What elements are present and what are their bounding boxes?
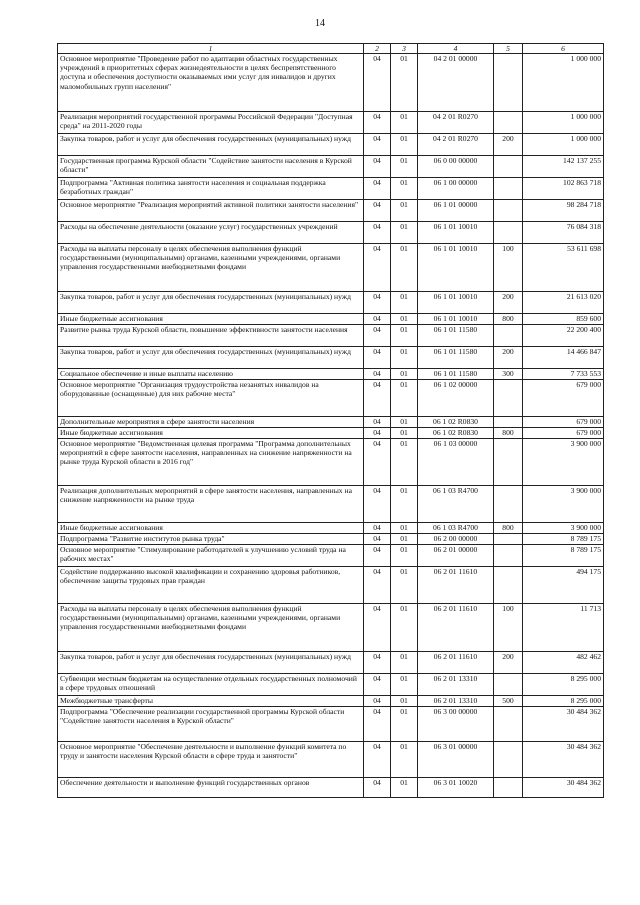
row-section-cell: 04 (364, 178, 391, 200)
table-row (58, 54, 604, 112)
table-row (58, 156, 604, 178)
table-row (58, 545, 604, 567)
table-row (58, 178, 604, 200)
row-subsection-cell: 01 (391, 439, 418, 486)
row-name-cell: Иные бюджетные ассигнования (58, 523, 364, 534)
column-header-2: 2 (364, 44, 391, 54)
row-subsection-cell: 01 (391, 567, 418, 604)
row-subsection-cell: 01 (391, 674, 418, 696)
table-row (58, 222, 604, 244)
row-target-article-cell: 06 1 00 00000 (418, 178, 494, 200)
row-expense-type-cell: 800 (494, 523, 523, 534)
row-target-article-cell: 04 2 01 R0270 (418, 112, 494, 134)
row-expense-type-cell (494, 567, 523, 604)
row-expense-type-cell (494, 178, 523, 200)
row-name-cell: Основное мероприятие "Организация трудоустройства незанятых инвалидов на оборудованные (оснащенные) для них рабочие места" (58, 380, 364, 417)
row-target-article-cell: 06 1 03 R4700 (418, 486, 494, 523)
table-row (58, 567, 604, 604)
table-row (58, 778, 604, 798)
row-amount-cell: 7 733 553 (523, 369, 604, 380)
row-expense-type-cell (494, 156, 523, 178)
row-amount-cell: 102 863 718 (523, 178, 604, 200)
row-section-cell: 04 (364, 347, 391, 369)
row-subsection-cell: 01 (391, 604, 418, 652)
table-row (58, 325, 604, 347)
row-name-cell: Закупка товаров, работ и услуг для обеспечения государственных (муниципальных) нужд (58, 292, 364, 314)
row-subsection-cell: 01 (391, 778, 418, 798)
row-name-cell: Основное мероприятие "Проведение работ по адаптации областных государственных учреждений в приоритетных сферах жизнедеятельности в целях беспрепятственного доступа и обеспечения доступности оказываемых ими услуг для инвалидов и других маломобильных групп населения" (58, 54, 364, 112)
row-section-cell: 04 (364, 696, 391, 707)
row-target-article-cell: 06 3 00 00000 (418, 707, 494, 742)
row-section-cell: 04 (364, 417, 391, 428)
row-section-cell: 04 (364, 652, 391, 674)
row-amount-cell: 679 000 (523, 380, 604, 417)
budget-table (57, 43, 604, 798)
row-subsection-cell: 01 (391, 534, 418, 545)
table-row (58, 112, 604, 134)
row-expense-type-cell: 500 (494, 696, 523, 707)
table-row (58, 244, 604, 292)
row-target-article-cell: 06 2 01 11610 (418, 567, 494, 604)
row-name-cell: Социальное обеспечение и иные выплаты населению (58, 369, 364, 380)
row-target-article-cell: 06 2 01 11610 (418, 652, 494, 674)
row-expense-type-cell (494, 778, 523, 798)
table-row (58, 674, 604, 696)
row-subsection-cell: 01 (391, 523, 418, 534)
row-section-cell: 04 (364, 545, 391, 567)
column-header-4: 4 (418, 44, 494, 54)
row-subsection-cell: 01 (391, 696, 418, 707)
table-row (58, 314, 604, 325)
row-section-cell: 04 (364, 523, 391, 534)
row-target-article-cell: 06 1 01 00000 (418, 200, 494, 222)
row-subsection-cell: 01 (391, 156, 418, 178)
row-section-cell: 04 (364, 112, 391, 134)
row-expense-type-cell (494, 707, 523, 742)
page-number: 14 (315, 18, 325, 29)
row-section-cell: 04 (364, 778, 391, 798)
row-amount-cell: 76 084 318 (523, 222, 604, 244)
row-target-article-cell: 06 3 01 10020 (418, 778, 494, 798)
row-target-article-cell: 06 2 01 00000 (418, 545, 494, 567)
row-subsection-cell: 01 (391, 314, 418, 325)
row-target-article-cell: 06 3 01 00000 (418, 742, 494, 778)
row-expense-type-cell (494, 417, 523, 428)
table-row (58, 134, 604, 156)
row-target-article-cell: 06 1 03 00000 (418, 439, 494, 486)
table-row (58, 439, 604, 486)
row-name-cell: Иные бюджетные ассигнования (58, 314, 364, 325)
row-section-cell: 04 (364, 314, 391, 325)
table-row (58, 707, 604, 742)
row-target-article-cell: 04 2 01 00000 (418, 54, 494, 112)
row-expense-type-cell (494, 439, 523, 486)
row-target-article-cell: 06 2 01 13310 (418, 674, 494, 696)
table-row (58, 742, 604, 778)
table-row (58, 347, 604, 369)
table-row (58, 652, 604, 674)
row-expense-type-cell (494, 534, 523, 545)
row-expense-type-cell (494, 486, 523, 523)
row-section-cell: 04 (364, 222, 391, 244)
row-section-cell: 04 (364, 707, 391, 742)
table-row (58, 428, 604, 439)
row-name-cell: Закупка товаров, работ и услуг для обеспечения государственных (муниципальных) нужд (58, 134, 364, 156)
row-amount-cell: 8 295 000 (523, 696, 604, 707)
row-target-article-cell: 06 2 00 00000 (418, 534, 494, 545)
table-row (58, 369, 604, 380)
row-target-article-cell: 06 1 01 10010 (418, 222, 494, 244)
row-target-article-cell: 06 0 00 00000 (418, 156, 494, 178)
table-row (58, 696, 604, 707)
row-section-cell: 04 (364, 439, 391, 486)
row-amount-cell: 8 295 000 (523, 674, 604, 696)
row-expense-type-cell (494, 674, 523, 696)
row-amount-cell: 3 900 000 (523, 523, 604, 534)
row-target-article-cell: 06 1 01 11580 (418, 325, 494, 347)
row-name-cell: Иные бюджетные ассигнования (58, 428, 364, 439)
row-amount-cell: 3 900 000 (523, 439, 604, 486)
row-amount-cell: 30 484 362 (523, 778, 604, 798)
row-amount-cell: 494 175 (523, 567, 604, 604)
row-name-cell: Дополнительные мероприятия в сфере занятости населения (58, 417, 364, 428)
row-name-cell: Подпрограмма "Активная политика занятости населения и социальная поддержка безработных граждан" (58, 178, 364, 200)
row-amount-cell: 53 611 698 (523, 244, 604, 292)
row-amount-cell: 22 200 400 (523, 325, 604, 347)
row-expense-type-cell: 200 (494, 292, 523, 314)
row-amount-cell: 1 000 000 (523, 54, 604, 112)
row-amount-cell: 8 789 175 (523, 545, 604, 567)
row-name-cell: Подпрограмма "Развитие институтов рынка труда" (58, 534, 364, 545)
row-section-cell: 04 (364, 380, 391, 417)
row-expense-type-cell (494, 742, 523, 778)
row-section-cell: 04 (364, 200, 391, 222)
row-expense-type-cell: 200 (494, 652, 523, 674)
row-amount-cell: 30 484 362 (523, 742, 604, 778)
row-expense-type-cell (494, 222, 523, 244)
column-header-1: 1 (58, 44, 364, 54)
row-name-cell: Расходы на обеспечение деятельности (оказание услуг) государственных учреждений (58, 222, 364, 244)
row-target-article-cell: 06 1 01 11580 (418, 347, 494, 369)
row-expense-type-cell: 200 (494, 134, 523, 156)
row-subsection-cell: 01 (391, 347, 418, 369)
row-target-article-cell: 06 1 02 R0830 (418, 428, 494, 439)
table-row (58, 534, 604, 545)
row-amount-cell: 21 613 020 (523, 292, 604, 314)
row-name-cell: Подпрограмма "Обеспечение реализации государственной программы Курской области "Содействие занятости населения в Курской области" (58, 707, 364, 742)
row-target-article-cell: 04 2 01 R0270 (418, 134, 494, 156)
row-subsection-cell: 01 (391, 707, 418, 742)
column-header-5: 5 (494, 44, 523, 54)
row-expense-type-cell: 800 (494, 314, 523, 325)
row-subsection-cell: 01 (391, 200, 418, 222)
table-row (58, 486, 604, 523)
row-subsection-cell: 01 (391, 652, 418, 674)
row-target-article-cell: 06 1 02 00000 (418, 380, 494, 417)
table-row (58, 417, 604, 428)
row-section-cell: 04 (364, 54, 391, 112)
row-section-cell: 04 (364, 486, 391, 523)
row-section-cell: 04 (364, 428, 391, 439)
row-expense-type-cell: 300 (494, 369, 523, 380)
row-amount-cell: 679 000 (523, 428, 604, 439)
row-amount-cell: 98 284 718 (523, 200, 604, 222)
row-name-cell: Субвенции местным бюджетам на осуществление отдельных государственных полномочий в сфере трудовых отношений (58, 674, 364, 696)
row-expense-type-cell: 100 (494, 604, 523, 652)
row-section-cell: 04 (364, 534, 391, 545)
row-subsection-cell: 01 (391, 428, 418, 439)
row-amount-cell: 8 789 175 (523, 534, 604, 545)
row-amount-cell: 142 137 255 (523, 156, 604, 178)
row-subsection-cell: 01 (391, 325, 418, 347)
row-expense-type-cell: 800 (494, 428, 523, 439)
row-section-cell: 04 (364, 604, 391, 652)
row-name-cell: Основное мероприятие "Стимулирование работодателей к улучшению условий труда на рабочих местах" (58, 545, 364, 567)
row-target-article-cell: 06 2 01 13310 (418, 696, 494, 707)
row-amount-cell: 11 713 (523, 604, 604, 652)
row-name-cell: Развитие рынка труда Курской области, повышение эффективности занятости населения (58, 325, 364, 347)
row-amount-cell: 14 466 847 (523, 347, 604, 369)
row-name-cell: Содействие поддержанию высокой квалификации и сохранению здоровья работников, обеспечение защиты трудовых прав граждан (58, 567, 364, 604)
row-section-cell: 04 (364, 369, 391, 380)
row-subsection-cell: 01 (391, 486, 418, 523)
row-target-article-cell: 06 1 01 10010 (418, 244, 494, 292)
row-name-cell: Государственная программа Курской области "Содействие занятости населения в Курской области" (58, 156, 364, 178)
row-name-cell: Основное мероприятие "Ведомственная целевая программа "Программа дополнительных мероприятий в сфере занятости населения, направленных на снижение напряженности на рынке труда Курской области в 2016 год" (58, 439, 364, 486)
row-subsection-cell: 01 (391, 545, 418, 567)
row-subsection-cell: 01 (391, 742, 418, 778)
row-target-article-cell: 06 1 01 10010 (418, 314, 494, 325)
row-amount-cell: 1 000 000 (523, 134, 604, 156)
row-subsection-cell: 01 (391, 222, 418, 244)
row-name-cell: Закупка товаров, работ и услуг для обеспечения государственных (муниципальных) нужд (58, 652, 364, 674)
row-name-cell: Основное мероприятие "Обеспечение деятельности и выполнение функций комитета по труду и занятости населения Курской области в сфере труда и занятости" (58, 742, 364, 778)
row-section-cell: 04 (364, 325, 391, 347)
row-amount-cell: 679 000 (523, 417, 604, 428)
row-subsection-cell: 01 (391, 178, 418, 200)
table-row (58, 292, 604, 314)
row-target-article-cell: 06 2 01 11610 (418, 604, 494, 652)
row-subsection-cell: 01 (391, 369, 418, 380)
row-subsection-cell: 01 (391, 134, 418, 156)
row-section-cell: 04 (364, 567, 391, 604)
row-name-cell: Закупка товаров, работ и услуг для обеспечения государственных (муниципальных) нужд (58, 347, 364, 369)
column-header-3: 3 (391, 44, 418, 54)
row-section-cell: 04 (364, 742, 391, 778)
row-target-article-cell: 06 1 01 11580 (418, 369, 494, 380)
row-expense-type-cell (494, 200, 523, 222)
row-name-cell: Основное мероприятие "Реализация мероприятий активной политики занятости населения" (58, 200, 364, 222)
row-name-cell: Межбюджетные трансферты (58, 696, 364, 707)
table-row (58, 523, 604, 534)
row-subsection-cell: 01 (391, 54, 418, 112)
row-subsection-cell: 01 (391, 417, 418, 428)
row-expense-type-cell (494, 112, 523, 134)
row-subsection-cell: 01 (391, 112, 418, 134)
row-expense-type-cell: 200 (494, 347, 523, 369)
row-amount-cell: 3 900 000 (523, 486, 604, 523)
row-subsection-cell: 01 (391, 380, 418, 417)
table-row (58, 380, 604, 417)
row-target-article-cell: 06 1 02 R0830 (418, 417, 494, 428)
row-expense-type-cell (494, 54, 523, 112)
row-name-cell: Реализация дополнительных мероприятий в сфере занятости населения, направленных на снижение напряженности на рынке труда (58, 486, 364, 523)
row-subsection-cell: 01 (391, 292, 418, 314)
row-name-cell: Реализация мероприятий государственной программы Российской Федерации "Доступная среда" на 2011-2020 годы (58, 112, 364, 134)
row-amount-cell: 30 484 362 (523, 707, 604, 742)
column-header-6: 6 (523, 44, 604, 54)
row-name-cell: Обеспечение деятельности и выполнение функций государственных органов (58, 778, 364, 798)
row-section-cell: 04 (364, 292, 391, 314)
row-amount-cell: 1 000 000 (523, 112, 604, 134)
row-target-article-cell: 06 1 01 10010 (418, 292, 494, 314)
row-amount-cell: 482 462 (523, 652, 604, 674)
table-row (58, 200, 604, 222)
row-expense-type-cell (494, 325, 523, 347)
row-subsection-cell: 01 (391, 244, 418, 292)
row-amount-cell: 859 600 (523, 314, 604, 325)
row-section-cell: 04 (364, 244, 391, 292)
row-name-cell: Расходы на выплаты персоналу в целях обеспечения выполнения функций государственными (муниципальными) органами, казенными учреждениями, органами управления государственными внебюджетными фондами (58, 244, 364, 292)
row-name-cell: Расходы на выплаты персоналу в целях обеспечения выполнения функций государственными (муниципальными) органами, казенными учреждениями, органами управления государственными внебюджетными фондами (58, 604, 364, 652)
row-section-cell: 04 (364, 134, 391, 156)
table-row (58, 604, 604, 652)
row-section-cell: 04 (364, 156, 391, 178)
column-number-row (58, 44, 604, 54)
row-expense-type-cell (494, 380, 523, 417)
row-expense-type-cell: 100 (494, 244, 523, 292)
row-section-cell: 04 (364, 674, 391, 696)
row-target-article-cell: 06 1 03 R4700 (418, 523, 494, 534)
row-expense-type-cell (494, 545, 523, 567)
